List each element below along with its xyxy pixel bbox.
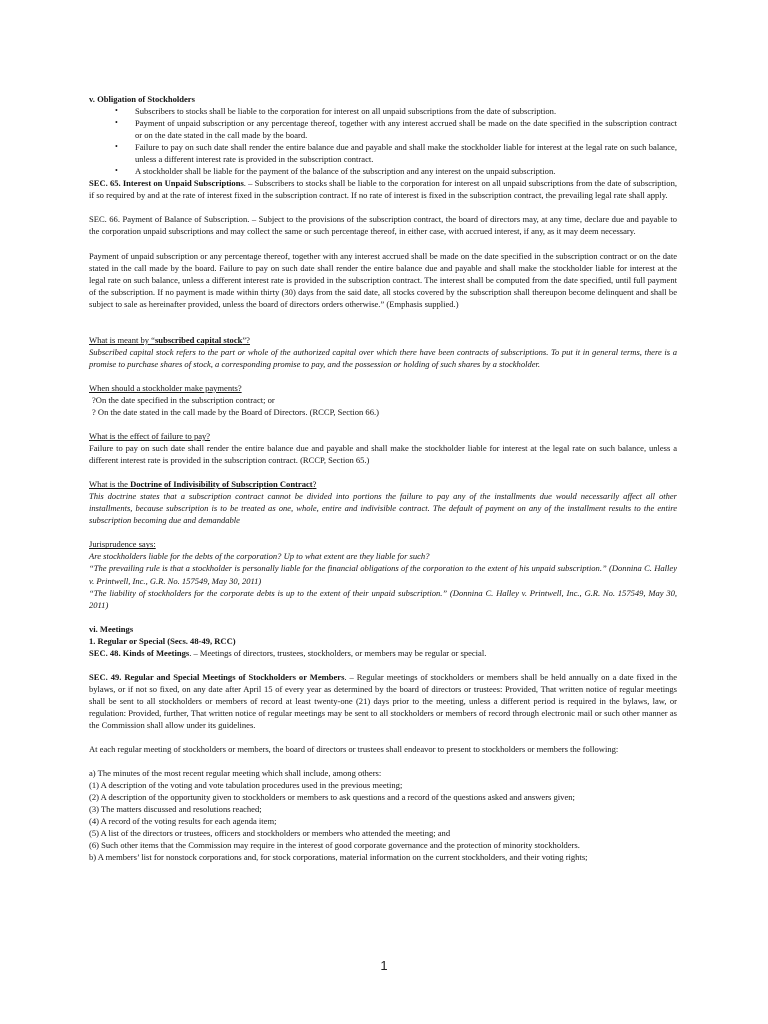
bullet-icon: • (115, 142, 118, 152)
list-item (89, 165, 677, 177)
regular-meeting-paragraph: At each regular meeting of stockholders or members, the board of directors or trustees shall endeavor to present to stockholders or members the following: (89, 744, 619, 755)
list-item: a) The minutes of the most recent regular meeting which shall include, among others: (89, 768, 382, 779)
sec48-title: SEC. 48. Kinds of Meetings (89, 647, 190, 658)
list-item: b) A members’ list for nonstock corporations and, for stock corporations, material information on the current stockholders, and their voting rights; (89, 852, 588, 863)
question-when-pay: When should a stockholder make payments? (89, 382, 242, 393)
jurisprudence-quote: “The prevailing rule is that a stockholder is personally liable for the financial obligations of the corporation to the extent of his unpaid subscription.” (Donnina C. Halley v. Printwell, Inc., G.R. No. 157549, May 30, 2011) (89, 563, 677, 586)
question-term: Doctrine of Indivisibility of Subscription Contract (130, 479, 313, 490)
question-text: What is meant by “ (89, 334, 155, 345)
bullet-text: Payment of unpaid subscription or any percentage thereof, together with any interest accrued shall be made on the date specified in the subscription contract or on the date stated in the call made by the board. (135, 118, 677, 141)
list-item: (4) A record of the voting results for each agenda item; (89, 816, 277, 827)
answer-doctrine-indivisibility: This doctrine states that a subscription contract cannot be divided into portions the failure to pay any of the installments due would necessarily affect all other installments, because subscription is to be treated as one, whole, entire and indivisible contract. The default of payment on any of the installment results to the entire subscription becoming due and demandable (89, 491, 677, 526)
question-subscribed-capital-stock (89, 334, 677, 346)
bullet-text: A stockholder shall be liable for the payment of the balance of the subscription and any interest on the unpaid subscription. (135, 166, 556, 177)
list-item (89, 105, 677, 117)
sec48-body: . – Meetings of directors, trustees, stockholders, or members may be regular or special. (189, 647, 487, 658)
page-number: 1 (380, 958, 388, 973)
sec65-body: . – Subscribers to stocks shall be liable to the corporation for interest on all unpaid subscriptions from the date of subscription, if so required by and at the rate of interest fixed in the subscription contract. If no rate of interest is fixed in the subscription contract, the prevailing legal rate shall apply. (89, 178, 677, 201)
answer-subscribed-capital-stock: Subscribed capital stock refers to the part or whole of the authorized capital over which there have been contracts of subscriptions. To put it in general terms, there is a promise to purchase shares of stock, a corresponding promise to pay, and the possession or holding of such shares by a stockholder. (89, 346, 677, 369)
bullet-icon: • (115, 166, 118, 176)
sec49-title: SEC. 49. Regular and Special Meetings of Stockholders or Members (89, 671, 345, 682)
question-text: ”? (242, 334, 250, 345)
question-text: ? (312, 479, 317, 490)
sec65-title: SEC. 65. Interest on Unpaid Subscriptions (89, 178, 244, 189)
question-doctrine-indivisibility (89, 478, 677, 490)
list-item: (1) A description of the voting and vote tabulation procedures used in the previous meeting; (89, 780, 403, 791)
list-item (89, 117, 677, 141)
list-item: (2) A description of the opportunity given to stockholders or members to ask questions and a record of the questions asked and answers given; (89, 792, 575, 803)
section-heading: vi. Meetings (89, 623, 134, 634)
answer-line: ? On the date stated in the call made by the Board of Directors. (RCCP, Section 66.) (92, 406, 379, 417)
sec49-body: . – Regular meetings of stockholders or members shall be held annually on a date fixed in the bylaws, or if not so fixed, on any date after April 15 of every year as determined by the board of directors or trustees: Provided, That written notice of regular meetings shall be sent to all stockholders or members of record at least twenty-one (21) days prior to the meeting, unless a different period is required in the bylaws, law, or regulation: Provided, further, That written notice of regular meetings may be sent to all stockholders or members of record through electronic mail or such other manner as the Commission shall allow under its guidelines. (89, 671, 678, 730)
jurisprudence-quote: “The liability of stockholders for the corporate debts is up to the extent of their unpaid subscription.” (Donnina C. Halley v. Printwell, Inc., G.R. No. 157549, May 30, 2011) (89, 587, 677, 610)
answer-line: ?On the date specified in the subscription contract; or (92, 394, 275, 405)
bullet-icon: • (115, 106, 118, 116)
bullet-text: Subscribers to stocks shall be liable to the corporation for interest on all unpaid subscriptions from the date of subscription. (135, 106, 557, 117)
list-item: (6) Such other items that the Commission may require in the interest of good corporate governance and the protection of minority stockholders. (89, 840, 580, 851)
bullet-text: Failure to pay on such date shall render the entire balance due and payable and shall make the stockholder liable for interest at the legal rate on such balance, unless a different interest rate is provided in the subscription contract. (135, 142, 677, 165)
sec49-paragraph (89, 671, 677, 731)
jurisprudence-heading: Jurisprudence says: (89, 539, 156, 550)
sec48-paragraph (89, 647, 677, 659)
question-text: What is the (89, 479, 131, 490)
jurisprudence-question: Are stockholders liable for the debts of the corporation? Up to what extent are they liable for such? (89, 551, 430, 562)
obligation-bullet-list (89, 105, 677, 177)
answer-failure-to-pay: Failure to pay on such date shall render the entire balance due and payable and shall make the stockholder liable for interest at the legal rate on such balance, unless a different interest rate is provided in the subscription contract. (RCCP, Section 65.) (89, 443, 677, 466)
page-content (89, 93, 677, 863)
payment-paragraph: Payment of unpaid subscription or any percentage thereof, together with any interest accrued shall be made on the date specified in the subscription contract or on the date stated in the call made by the board. Failure to pay on such date shall render the entire balance due and payable and shall make the stockholder liable for interest at the legal rate on such balance, unless a different interest rate is provided in the subscription contract. The interest shall be computed from the date specified, until full payment of the subscription. If no payment is made within thirty (30) days from the said date, all stocks covered by the subscription shall thereupon become delinquent and shall be subject to sale as hereinafter provided, unless the board of directors orders otherwise.” (Emphasis supplied.) (89, 250, 677, 309)
list-item: (3) The matters discussed and resolutions reached; (89, 804, 262, 815)
sec65-paragraph (89, 177, 677, 201)
subsection-heading: 1. Regular or Special (Secs. 48-49, RCC) (89, 635, 236, 646)
bullet-icon: • (115, 118, 118, 128)
sec66-paragraph: SEC. 66. Payment of Balance of Subscription. – Subject to the provisions of the subscription contract, the board of directors may, at any time, declare due and payable to the corporation unpaid subscriptions and may collect the same or such percentage thereof, in either case, with accrued interest, if any, as it may deem necessary. (89, 214, 677, 237)
question-failure-to-pay: What is the effect of failure to pay? (89, 431, 211, 442)
question-term: subscribed capital stock (154, 334, 243, 345)
section-heading: v. Obligation of Stockholders (89, 94, 195, 104)
list-item (89, 141, 677, 165)
list-item: (5) A list of the directors or trustees, officers and stockholders or members who attended the meeting; and (89, 828, 451, 839)
